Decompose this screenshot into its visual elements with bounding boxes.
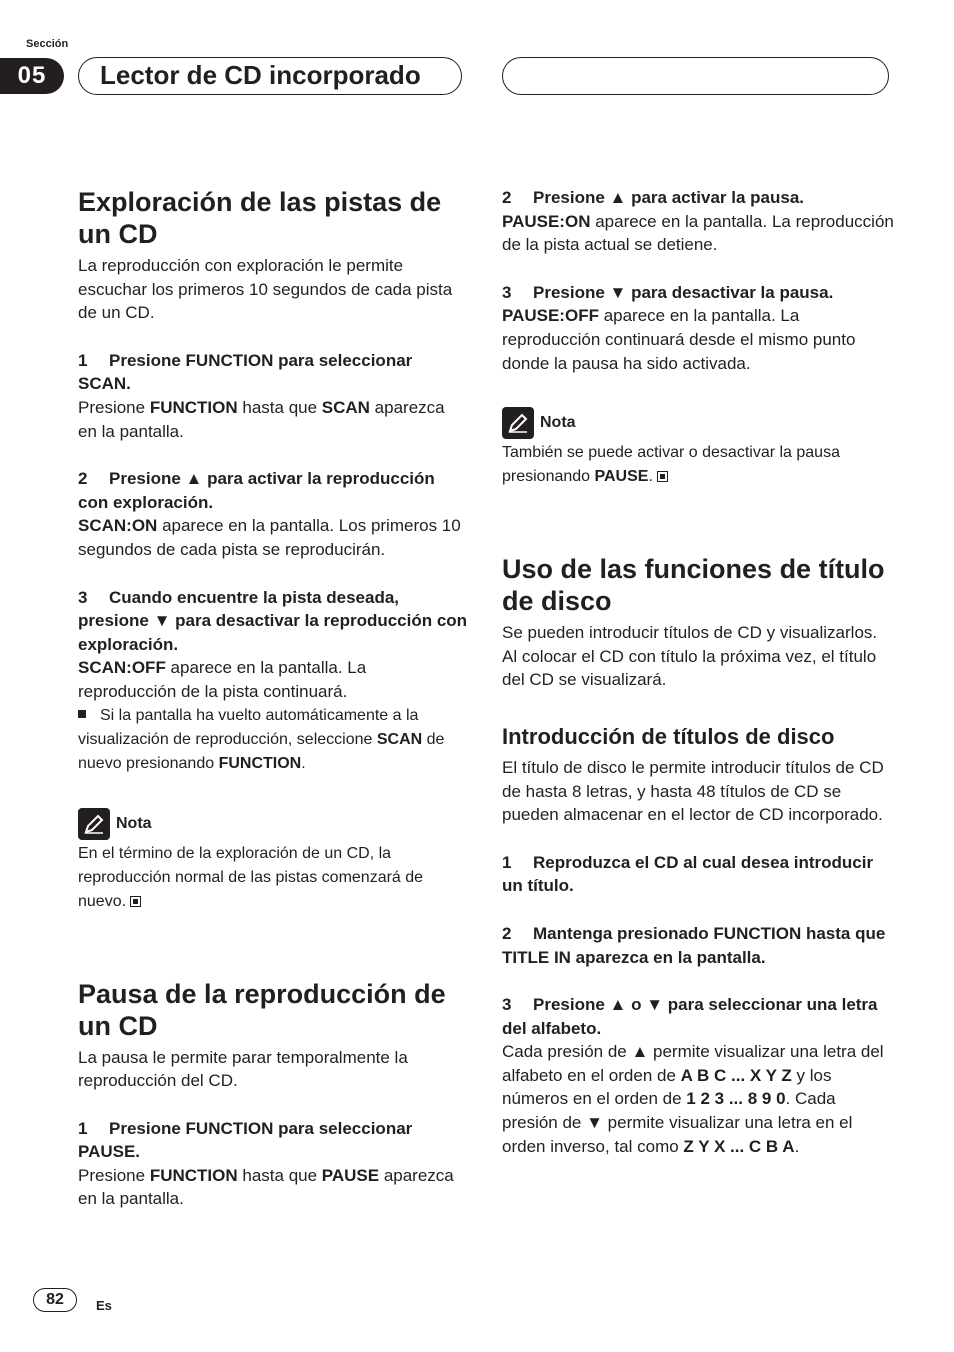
pause-note-header (502, 407, 894, 439)
pause-step-3-title: 3 Presione ▼ para desactivar la pausa. (502, 282, 834, 302)
pause-note-text: También se puede activar o desactivar la pausa presionando PAUSE. (502, 444, 840, 486)
end-mark-icon (130, 896, 141, 907)
scan-step-2-body: SCAN:ON aparece en la pantalla. Los primeros 10 segundos de cada pista se reproducirán. (78, 516, 461, 559)
scan-heading: Exploración de las pistas de un CD (78, 187, 442, 249)
scan-note-header (78, 808, 468, 840)
scan-bullet-note: Si la pantalla ha vuelto automáticamente a la visualización de reproducción, seleccione SCAN de nuevo presionando FUNCTION. (78, 706, 445, 772)
scan-step-3-title: 3 Cuando encuentre la pista deseada, presione ▼ para desactivar la reproducción con exploración. (78, 587, 468, 654)
pause-step-2-title: 2 Presione ▲ para activar la pausa. (502, 188, 805, 207)
note-pencil-icon (78, 808, 110, 840)
pause-step-2-body: PAUSE:ON aparece en la pantalla. La reproducción de la pista actual se detiene. (502, 211, 894, 255)
pause-step-1-body: Presione FUNCTION hasta que PAUSE aparezca en la pantalla. (78, 1165, 454, 1209)
section-title: Lector de CD incorporado (100, 60, 421, 90)
scan-step-3-body: SCAN:OFF aparece en la pantalla. La reproducción de la pista continuará. (78, 658, 367, 701)
section-number-badge: 05 (0, 58, 64, 94)
title-step-3-body: Cada presión de ▲ permite visualizar una letra del alfabeto en el orden de A B C ... X Y Z y los números en el orden de 1 2 3 ... 8 9 0. Cada presión de ▼ permite visualizar una letra en el orden inverso, tal como Z Y X ... C B A. (502, 1042, 884, 1156)
note-label: Nota (116, 814, 152, 832)
scan-note-text: En el término de la exploración de un CD, la reproducción normal de las pistas comenzará de nuevo. (78, 844, 424, 910)
title-step-2-title: 2 Mantenga presionado FUNCTION hasta que TITLE IN aparezca en la pantalla. (502, 923, 886, 967)
title-step-3-title: 3 Presione ▲ o ▼ para seleccionar una letra del alfabeto. (502, 995, 878, 1038)
language-code: Es (96, 1298, 112, 1313)
scan-step-1-title: 1 Presione FUNCTION para seleccionar SCAN. (78, 350, 413, 394)
scan-step-2-title: 2 Presione ▲ para activar la reproducción con exploración. (78, 469, 435, 512)
end-mark-icon (657, 471, 668, 482)
page-number: 82 (33, 1288, 77, 1312)
title-heading: Uso de las funciones de título de disco (502, 554, 885, 617)
pause-step-3-body: PAUSE:OFF aparece en la pantalla. La reproducción continuará desde el mismo punto donde la pausa ha sido activada. (502, 306, 856, 373)
header-right-frame (502, 57, 889, 95)
pause-step-1-title: 1 Presione FUNCTION para seleccionar PAUSE. (78, 1118, 413, 1162)
title-sub-intro: El título de disco le permite introducir títulos de CD de hasta 8 letras, y hasta 48 títulos de CD se pueden almacenar en el lector de CD incorporado. (502, 757, 884, 825)
right-column (502, 186, 894, 1158)
scan-intro: La reproducción con exploración le permite escuchar los primeros 10 segundos de cada pista de un CD. (78, 256, 453, 323)
scan-step-1-body: Presione FUNCTION hasta que SCAN aparezca en la pantalla. (78, 397, 445, 441)
note-label: Nota (540, 414, 576, 432)
pause-heading: Pausa de la reproducción de un CD (78, 978, 446, 1041)
title-subheading: Introducción de títulos de disco (502, 723, 835, 749)
pause-intro: La pausa le permite parar temporalmente la reproducción del CD. (78, 1047, 408, 1091)
title-step-1-title: 1 Reproduzca el CD al cual desea introducir un título. (502, 852, 874, 896)
bullet-square-icon (78, 710, 86, 718)
note-pencil-icon (502, 407, 534, 439)
section-label: Sección (26, 38, 69, 50)
left-column (78, 186, 468, 1211)
title-intro: Se pueden introducir títulos de CD y visualizarlos. Al colocar el CD con título la próxima vez, el título del CD se visualizará. (502, 623, 878, 690)
